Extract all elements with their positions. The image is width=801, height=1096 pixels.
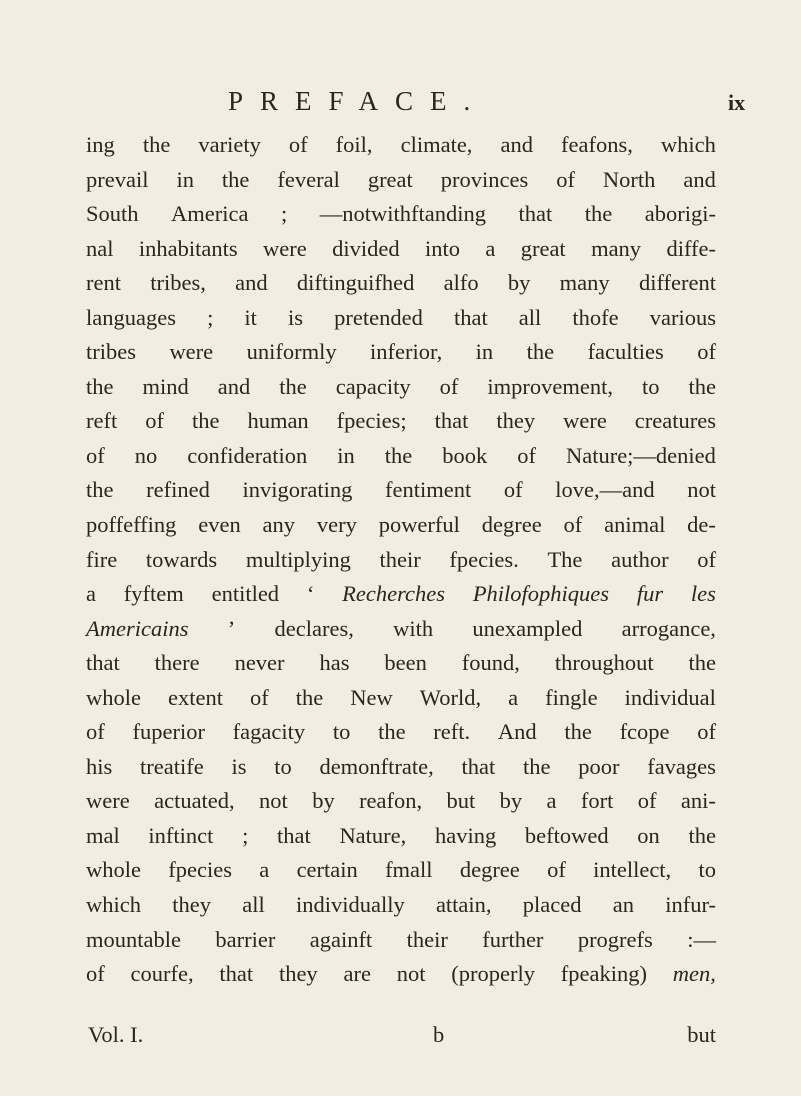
word: an xyxy=(612,892,634,918)
word: very xyxy=(316,512,357,538)
word: a xyxy=(86,581,96,607)
word: never xyxy=(234,650,285,676)
word: :— xyxy=(687,926,716,952)
word: ani- xyxy=(680,788,716,814)
word: animal xyxy=(604,512,666,538)
word: —notwithftanding xyxy=(319,201,486,227)
word: of xyxy=(86,719,105,745)
word: in xyxy=(337,442,355,468)
word: fpecies. xyxy=(449,546,519,572)
word: fcope xyxy=(619,719,670,745)
word: progrefs xyxy=(577,926,653,952)
word: Americains xyxy=(86,615,189,641)
word: a xyxy=(485,235,496,261)
word: Nature, xyxy=(339,822,407,848)
text-line xyxy=(86,301,716,336)
word: fingle xyxy=(545,684,598,710)
word: Recherches xyxy=(342,581,446,607)
word: invigorating xyxy=(242,477,353,503)
word: placed xyxy=(522,892,582,918)
word: fagacity xyxy=(232,719,306,745)
word: The xyxy=(547,546,583,572)
word: beftowed xyxy=(524,822,609,848)
word: individual xyxy=(624,684,716,710)
text-line xyxy=(86,957,716,992)
text-line xyxy=(86,577,716,612)
word: men, xyxy=(672,961,716,987)
text-line xyxy=(86,266,716,301)
word: is xyxy=(231,753,247,779)
word: treatife xyxy=(140,753,204,779)
word: in xyxy=(176,166,194,192)
word: languages xyxy=(86,304,176,330)
word: barrier xyxy=(215,926,276,952)
word: diffe- xyxy=(666,235,716,261)
word: individually xyxy=(295,892,405,918)
word: any xyxy=(262,512,296,538)
text-line xyxy=(86,681,716,716)
word: their xyxy=(379,546,421,572)
signature-mark: b xyxy=(433,1022,445,1047)
word: human xyxy=(247,408,309,434)
text-line xyxy=(86,923,716,958)
word: not xyxy=(687,477,716,503)
word: divided xyxy=(332,235,400,261)
word: powerful xyxy=(378,512,460,538)
word: that xyxy=(518,201,553,227)
word: againft xyxy=(309,926,373,952)
word: mountable xyxy=(86,926,181,952)
word: the xyxy=(191,408,220,434)
word: has xyxy=(319,650,350,676)
word: fpecies; xyxy=(336,408,407,434)
word: to xyxy=(332,719,351,745)
word: to xyxy=(698,857,716,883)
word: their xyxy=(406,926,448,952)
word: is xyxy=(288,304,304,330)
word: poor xyxy=(578,753,620,779)
word: of xyxy=(86,442,105,468)
word: arrogance, xyxy=(621,615,716,641)
word: the xyxy=(221,166,250,192)
word: fur xyxy=(636,581,664,607)
text-line xyxy=(86,715,716,750)
word: feveral xyxy=(277,166,340,192)
word: reafon, xyxy=(359,788,423,814)
word: unexampled xyxy=(472,615,583,641)
text-line xyxy=(86,163,716,198)
text-line xyxy=(86,853,716,888)
word: of xyxy=(697,546,716,572)
word: fpeaking) xyxy=(560,961,647,987)
word: love,—and xyxy=(555,477,655,503)
word: of xyxy=(86,961,105,987)
word: ’ xyxy=(227,615,236,641)
word: different xyxy=(638,270,716,296)
word: a xyxy=(259,857,270,883)
word: Philofophiques xyxy=(472,581,610,607)
word: tribes xyxy=(86,339,136,365)
text-line xyxy=(86,750,716,785)
word: a xyxy=(546,788,557,814)
word: fire xyxy=(86,546,118,572)
word: confideration xyxy=(187,442,308,468)
word: ; xyxy=(242,822,249,848)
volume-signature: Vol. I. xyxy=(88,1022,144,1047)
word: nal xyxy=(86,235,114,261)
text-line xyxy=(86,646,716,681)
word: fuperior xyxy=(132,719,205,745)
word: the xyxy=(584,201,613,227)
word: ; xyxy=(207,304,214,330)
word: many xyxy=(591,235,642,261)
word: fentiment xyxy=(385,477,472,503)
word: fort xyxy=(580,788,614,814)
word: even xyxy=(198,512,241,538)
word: they xyxy=(278,961,318,987)
word: tribes, xyxy=(150,270,206,296)
text-line xyxy=(86,335,716,370)
word: author xyxy=(611,546,669,572)
word: found, xyxy=(461,650,520,676)
word: World, xyxy=(419,684,482,710)
text-line xyxy=(86,128,716,163)
word: feafons, xyxy=(561,132,633,157)
word: that xyxy=(434,408,469,434)
word: creatures xyxy=(634,408,716,434)
word: of xyxy=(439,373,459,399)
word: favages xyxy=(647,753,716,779)
word: of xyxy=(145,408,164,434)
word: were xyxy=(169,339,214,365)
word: that xyxy=(86,650,120,676)
word: were xyxy=(86,788,130,814)
word: the xyxy=(688,650,716,676)
word: uniformly xyxy=(246,339,337,365)
word: and xyxy=(500,132,533,157)
word: with xyxy=(393,615,434,641)
word: that xyxy=(219,961,254,987)
word: on xyxy=(637,822,660,848)
word: demonftrate, xyxy=(319,753,434,779)
word: towards xyxy=(145,546,218,572)
word: diftinguifhed xyxy=(296,270,415,296)
page-number: ix xyxy=(728,90,746,115)
word: poffeffing xyxy=(86,512,177,538)
word: whole xyxy=(86,857,141,883)
text-line xyxy=(86,404,716,439)
word: of xyxy=(563,512,583,538)
word: North xyxy=(602,166,656,192)
word: having xyxy=(434,822,497,848)
word: that xyxy=(461,753,496,779)
text-line xyxy=(86,439,716,474)
word: great xyxy=(520,235,566,261)
word: refined xyxy=(146,477,210,503)
word: the xyxy=(142,132,171,157)
word: they xyxy=(172,892,211,918)
word: the xyxy=(378,719,406,745)
word: improvement, xyxy=(487,373,613,399)
word: courfe, xyxy=(130,961,194,987)
catchword: but xyxy=(687,1022,716,1047)
word: and xyxy=(683,166,716,192)
word: by xyxy=(312,788,335,814)
text-line xyxy=(86,197,716,232)
word: to xyxy=(274,753,292,779)
word: were xyxy=(563,408,607,434)
body-text xyxy=(86,128,716,992)
word: multiplying xyxy=(245,546,351,572)
word: by xyxy=(507,270,531,296)
word: pretended xyxy=(334,304,423,330)
word: les xyxy=(690,581,716,607)
word: degree xyxy=(459,857,520,883)
text-line xyxy=(86,508,716,543)
word: but xyxy=(446,788,476,814)
word: thofe xyxy=(572,304,619,330)
word: that xyxy=(453,304,488,330)
word: America xyxy=(171,201,249,227)
word: intellect, xyxy=(593,857,672,883)
word: and xyxy=(217,373,251,399)
word: infur- xyxy=(665,892,716,918)
word: of xyxy=(250,684,269,710)
word: attain, xyxy=(435,892,492,918)
word: the xyxy=(86,373,114,399)
word: of xyxy=(503,477,523,503)
word: mal xyxy=(86,822,120,848)
word: variety xyxy=(198,132,261,157)
word: ‘ xyxy=(306,581,315,607)
word: degree xyxy=(481,512,542,538)
word: of xyxy=(556,166,575,192)
word: the xyxy=(384,442,413,468)
page-title: PREFACE. xyxy=(228,86,488,116)
word: a xyxy=(508,684,519,710)
word: foil, xyxy=(335,132,373,157)
word: And xyxy=(497,719,537,745)
word: into xyxy=(424,235,460,261)
word: alfo xyxy=(443,270,479,296)
word: many xyxy=(559,270,610,296)
word: all xyxy=(242,892,265,918)
word: ; xyxy=(280,201,288,227)
word: rent xyxy=(86,270,121,296)
word: his xyxy=(86,753,113,779)
word: the xyxy=(688,373,716,399)
word: great xyxy=(367,166,413,192)
word: ing xyxy=(86,132,115,157)
word: book xyxy=(442,442,488,468)
word: all xyxy=(518,304,542,330)
word: not xyxy=(396,961,426,987)
word: the xyxy=(526,339,555,365)
word: mind xyxy=(142,373,189,399)
word: not xyxy=(259,788,288,814)
word: that xyxy=(277,822,311,848)
word: the xyxy=(279,373,307,399)
word: entitled xyxy=(211,581,280,607)
word: de- xyxy=(687,512,716,538)
word: further xyxy=(482,926,544,952)
text-line xyxy=(86,784,716,819)
word: no xyxy=(134,442,158,468)
text-line xyxy=(86,543,716,578)
page-footer xyxy=(86,1018,716,1052)
word: which xyxy=(86,892,141,918)
word: prevail xyxy=(86,166,149,192)
word: actuated, xyxy=(154,788,235,814)
word: of xyxy=(697,719,716,745)
word: the xyxy=(688,822,716,848)
word: of xyxy=(517,442,536,468)
word: South xyxy=(86,201,139,227)
word: the xyxy=(86,477,114,503)
word: of xyxy=(547,857,566,883)
word: been xyxy=(384,650,427,676)
word: reft xyxy=(86,408,118,434)
word: of xyxy=(637,788,657,814)
word: fyftem xyxy=(123,581,184,607)
word: (properly xyxy=(451,961,535,987)
word: capacity xyxy=(335,373,411,399)
word: the xyxy=(522,753,551,779)
word: there xyxy=(154,650,200,676)
word: whole xyxy=(86,684,141,710)
text-line xyxy=(86,819,716,854)
word: extent xyxy=(168,684,223,710)
word: of xyxy=(697,339,716,365)
word: which xyxy=(660,132,716,157)
text-line xyxy=(86,612,716,647)
word: in xyxy=(475,339,494,365)
word: fpecies xyxy=(168,857,232,883)
word: declares, xyxy=(274,615,354,641)
word: they xyxy=(496,408,536,434)
word: throughout xyxy=(554,650,654,676)
text-line xyxy=(86,370,716,405)
text-line xyxy=(86,888,716,923)
word: provinces xyxy=(440,166,529,192)
word: to xyxy=(641,373,660,399)
word: the xyxy=(564,719,592,745)
word: fmall xyxy=(385,857,433,883)
word: inhabitants xyxy=(138,235,238,261)
word: were xyxy=(262,235,307,261)
word: it xyxy=(244,304,257,330)
word: by xyxy=(499,788,523,814)
text-line xyxy=(86,232,716,267)
word: certain xyxy=(296,857,358,883)
word: and xyxy=(235,270,268,296)
word: New xyxy=(350,684,393,710)
word: are xyxy=(343,961,371,987)
running-head xyxy=(0,86,801,126)
word: reft. xyxy=(433,719,471,745)
word: climate, xyxy=(400,132,473,157)
text-line xyxy=(86,473,716,508)
word: aborigi- xyxy=(644,201,716,227)
word: of xyxy=(288,132,308,157)
word: inftinct xyxy=(148,822,214,848)
word: various xyxy=(649,304,716,330)
word: faculties xyxy=(587,339,664,365)
word: Nature;—denied xyxy=(565,442,716,468)
word: the xyxy=(295,684,324,710)
word: inferior, xyxy=(370,339,443,365)
